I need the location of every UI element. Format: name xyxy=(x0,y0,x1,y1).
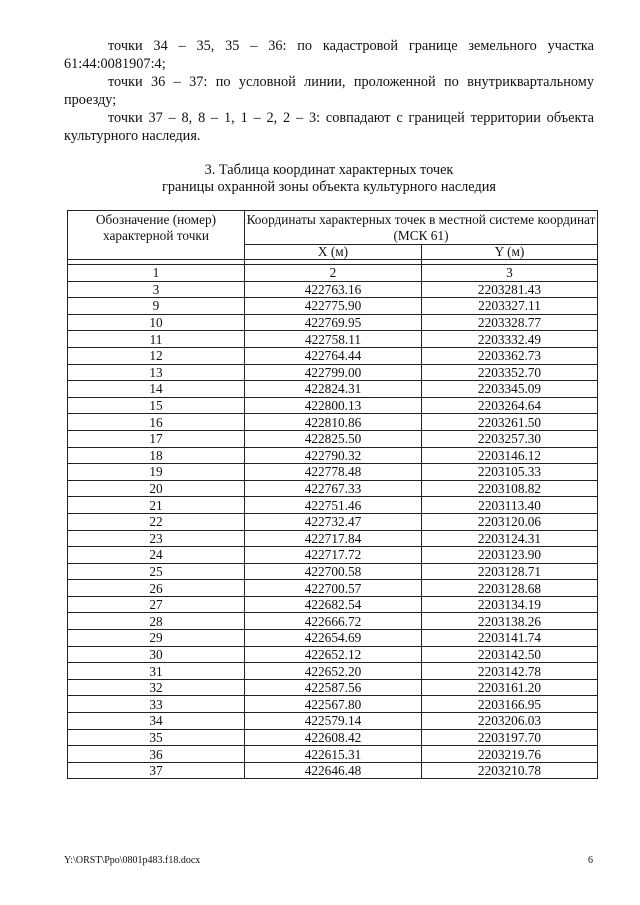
y-coordinate-cell: 2203257.30 xyxy=(422,430,598,447)
paragraph-text: точки 37 – 8, 8 – 1, 1 – 2, 2 – 3: совпадают с границей территории объекта культурного наследия. xyxy=(64,110,594,144)
table-row xyxy=(68,646,598,663)
x-coordinate-cell: 422775.90 xyxy=(245,298,422,315)
x-coordinate-cell: 422825.50 xyxy=(245,430,422,447)
table-row xyxy=(68,762,598,779)
point-number-cell: 22 xyxy=(68,513,245,530)
table-title-line-2: границы охранной зоны объекта культурного наследия xyxy=(162,179,496,195)
column-number: 1 xyxy=(68,265,245,282)
y-header: Y (м) xyxy=(422,245,598,260)
y-coordinate-cell: 2203362.73 xyxy=(422,347,598,364)
x-coordinate-cell: 422763.16 xyxy=(245,281,422,298)
y-coordinate-cell: 2203210.78 xyxy=(422,762,598,779)
x-coordinate-cell: 422654.69 xyxy=(245,630,422,647)
x-coordinate-cell: 422652.12 xyxy=(245,646,422,663)
point-number-cell: 31 xyxy=(68,663,245,680)
table-row xyxy=(68,447,598,464)
x-coordinate-cell: 422764.44 xyxy=(245,347,422,364)
paragraph-text: точки 36 – 37: по условной линии, проложенной по внутриквартальному проезду; xyxy=(64,74,594,108)
point-number-cell: 28 xyxy=(68,613,245,630)
point-number-cell: 32 xyxy=(68,679,245,696)
paragraph-points-37-3 xyxy=(64,110,594,145)
table-row xyxy=(68,281,598,298)
x-coordinate-cell: 422717.72 xyxy=(245,547,422,564)
x-coordinate-cell: 422682.54 xyxy=(245,596,422,613)
x-coordinate-cell: 422758.11 xyxy=(245,331,422,348)
table-row xyxy=(68,679,598,696)
y-coordinate-cell: 2203141.74 xyxy=(422,630,598,647)
paragraph-text: точки 34 – 35, 35 – 36: по кадастровой границе земельного участка 61:44:0081907:4; xyxy=(64,38,594,72)
x-coordinate-cell: 422615.31 xyxy=(245,746,422,763)
point-number-cell: 25 xyxy=(68,563,245,580)
y-coordinate-cell: 2203197.70 xyxy=(422,729,598,746)
table-row xyxy=(68,414,598,431)
y-coordinate-cell: 2203146.12 xyxy=(422,447,598,464)
table-row xyxy=(68,563,598,580)
x-coordinate-cell: 422646.48 xyxy=(245,762,422,779)
x-coordinate-cell: 422666.72 xyxy=(245,613,422,630)
y-coordinate-cell: 2203281.43 xyxy=(422,281,598,298)
table-row xyxy=(68,746,598,763)
x-coordinate-cell: 422608.42 xyxy=(245,729,422,746)
x-coordinate-cell: 422567.80 xyxy=(245,696,422,713)
table-row xyxy=(68,397,598,414)
point-number-cell: 19 xyxy=(68,464,245,481)
table-row xyxy=(68,314,598,331)
y-coordinate-cell: 2203138.26 xyxy=(422,613,598,630)
y-coordinate-cell: 2203142.78 xyxy=(422,663,598,680)
x-coordinate-cell: 422700.57 xyxy=(245,580,422,597)
table-row xyxy=(68,347,598,364)
point-number-cell: 24 xyxy=(68,547,245,564)
page-number: 6 xyxy=(588,855,593,866)
y-coordinate-cell: 2203264.64 xyxy=(422,397,598,414)
table-row xyxy=(68,696,598,713)
y-coordinate-cell: 2203123.90 xyxy=(422,547,598,564)
y-coordinate-cell: 2203108.82 xyxy=(422,480,598,497)
table-row xyxy=(68,364,598,381)
y-coordinate-cell: 2203345.09 xyxy=(422,381,598,398)
x-coordinate-cell: 422769.95 xyxy=(245,314,422,331)
y-coordinate-cell: 2203128.68 xyxy=(422,580,598,597)
x-coordinate-cell: 422732.47 xyxy=(245,513,422,530)
y-coordinate-cell: 2203124.31 xyxy=(422,530,598,547)
point-number-cell: 23 xyxy=(68,530,245,547)
x-coordinate-cell: 422800.13 xyxy=(245,397,422,414)
y-coordinate-cell: 2203261.50 xyxy=(422,414,598,431)
point-number-cell: 21 xyxy=(68,497,245,514)
point-number-header: Обозначение (номер) характерной точки xyxy=(68,211,245,260)
point-number-cell: 3 xyxy=(68,281,245,298)
paragraph-points-34-36 xyxy=(64,38,594,73)
x-header: X (м) xyxy=(245,245,422,260)
point-number-cell: 17 xyxy=(68,430,245,447)
table-row xyxy=(68,630,598,647)
y-coordinate-cell: 2203327.11 xyxy=(422,298,598,315)
column-number-row xyxy=(68,265,598,282)
point-number-cell: 34 xyxy=(68,713,245,730)
table-row xyxy=(68,430,598,447)
point-number-cell: 30 xyxy=(68,646,245,663)
point-number-cell: 29 xyxy=(68,630,245,647)
table-row xyxy=(68,729,598,746)
table-row xyxy=(68,613,598,630)
table-row xyxy=(68,464,598,481)
point-number-cell: 13 xyxy=(68,364,245,381)
y-coordinate-cell: 2203161.20 xyxy=(422,679,598,696)
point-number-cell: 33 xyxy=(68,696,245,713)
x-coordinate-cell: 422790.32 xyxy=(245,447,422,464)
table-row xyxy=(68,513,598,530)
table-row xyxy=(68,663,598,680)
table-row xyxy=(68,580,598,597)
y-coordinate-cell: 2203113.40 xyxy=(422,497,598,514)
x-coordinate-cell: 422587.56 xyxy=(245,679,422,696)
y-coordinate-cell: 2203128.71 xyxy=(422,563,598,580)
y-coordinate-cell: 2203142.50 xyxy=(422,646,598,663)
x-coordinate-cell: 422767.33 xyxy=(245,480,422,497)
point-number-cell: 14 xyxy=(68,381,245,398)
x-coordinate-cell: 422700.58 xyxy=(245,563,422,580)
point-number-cell: 18 xyxy=(68,447,245,464)
y-coordinate-cell: 2203352.70 xyxy=(422,364,598,381)
x-coordinate-cell: 422799.00 xyxy=(245,364,422,381)
point-number-cell: 37 xyxy=(68,762,245,779)
table-row xyxy=(68,480,598,497)
point-number-cell: 10 xyxy=(68,314,245,331)
y-coordinate-cell: 2203328.77 xyxy=(422,314,598,331)
table-row xyxy=(68,530,598,547)
paragraph-points-36-37 xyxy=(64,74,594,109)
point-number-cell: 27 xyxy=(68,596,245,613)
table-row xyxy=(68,381,598,398)
table-row xyxy=(68,596,598,613)
table-row xyxy=(68,331,598,348)
y-coordinate-cell: 2203206.03 xyxy=(422,713,598,730)
x-coordinate-cell: 422579.14 xyxy=(245,713,422,730)
table-row xyxy=(68,713,598,730)
column-number: 3 xyxy=(422,265,598,282)
point-number-cell: 26 xyxy=(68,580,245,597)
x-coordinate-cell: 422717.84 xyxy=(245,530,422,547)
x-coordinate-cell: 422751.46 xyxy=(245,497,422,514)
point-number-cell: 15 xyxy=(68,397,245,414)
y-coordinate-cell: 2203166.95 xyxy=(422,696,598,713)
coordinates-table xyxy=(67,210,598,779)
point-number-cell: 12 xyxy=(68,347,245,364)
point-number-cell: 35 xyxy=(68,729,245,746)
point-number-cell: 36 xyxy=(68,746,245,763)
point-number-cell: 9 xyxy=(68,298,245,315)
table-row xyxy=(68,298,598,315)
y-coordinate-cell: 2203219.76 xyxy=(422,746,598,763)
point-number-cell: 16 xyxy=(68,414,245,431)
y-coordinate-cell: 2203120.06 xyxy=(422,513,598,530)
point-number-cell: 20 xyxy=(68,480,245,497)
y-coordinate-cell: 2203332.49 xyxy=(422,331,598,348)
x-coordinate-cell: 422810.86 xyxy=(245,414,422,431)
footer-file-path: Y:\ORST\Ppo\0801p483.f18.docx xyxy=(64,855,201,866)
x-coordinate-cell: 422824.31 xyxy=(245,381,422,398)
y-coordinate-cell: 2203134.19 xyxy=(422,596,598,613)
table-title-line-1: 3. Таблица координат характерных точек xyxy=(204,162,454,178)
column-number: 2 xyxy=(245,265,422,282)
x-coordinate-cell: 422778.48 xyxy=(245,464,422,481)
table-row xyxy=(68,547,598,564)
point-number-cell: 11 xyxy=(68,331,245,348)
y-coordinate-cell: 2203105.33 xyxy=(422,464,598,481)
x-coordinate-cell: 422652.20 xyxy=(245,663,422,680)
coordinates-header: Координаты характерных точек в местной системе координат (МСК 61) xyxy=(245,211,598,245)
table-row xyxy=(68,497,598,514)
